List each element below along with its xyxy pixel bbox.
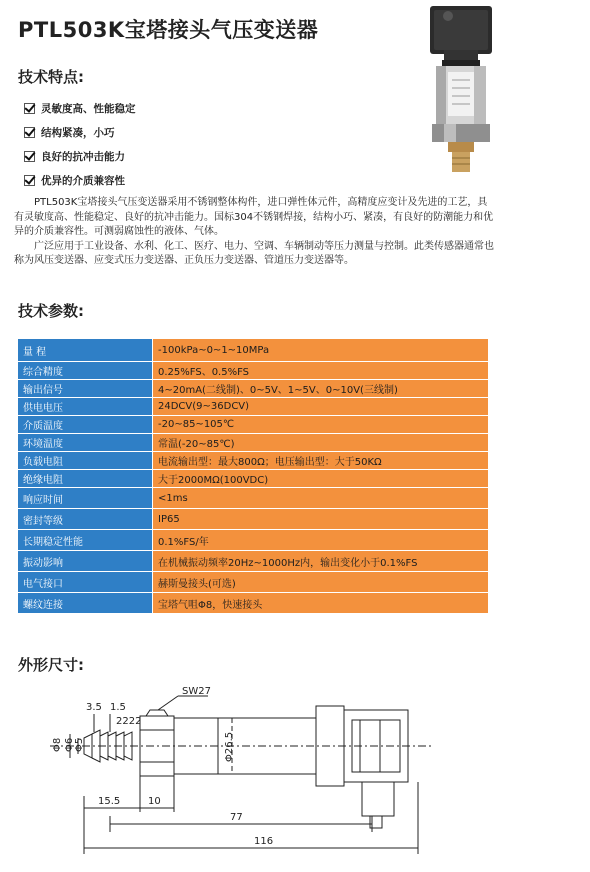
spec-value: 4~20mA(二线制)、0~5V、1~5V、0~10V(三线制): [153, 380, 489, 398]
spec-key: 量 程: [18, 339, 153, 362]
table-row: [18, 452, 489, 470]
table-row: [18, 551, 489, 572]
feature-item: [24, 96, 136, 120]
spec-value: 在机械振动频率20Hz~1000Hz内，输出变化小于0.1%FS: [153, 551, 489, 572]
feature-item: [24, 120, 136, 144]
spec-key: 介质温度: [18, 416, 153, 434]
dim-label: 116: [254, 836, 274, 847]
spec-key: 输出信号: [18, 380, 153, 398]
spec-value: 宝塔气咀Φ8，快速接头: [153, 593, 489, 614]
description-paragraph: 广泛应用于工业设备、水利、化工、医疗、电力、空调、车辆制动等压力测量与控制。此类传感器通常也称为风压变送器、应变式压力变送器、正负压力变送器、管道压力变送器等。: [14, 240, 494, 266]
spec-key: 长期稳定性能: [18, 530, 153, 551]
spec-value: <1ms: [153, 488, 489, 509]
page-title: PTL503K宝塔接头气压变送器: [18, 18, 319, 42]
dim-label: 77: [230, 812, 243, 823]
feature-list: [24, 96, 136, 192]
spec-key: 供电电压: [18, 398, 153, 416]
feature-item: [24, 144, 136, 168]
dim-label: 1.5: [110, 702, 126, 713]
spec-key: 螺纹连接: [18, 593, 153, 614]
spec-table: [17, 338, 489, 614]
spec-value: 常温(-20~85℃): [153, 434, 489, 452]
spec-key: 综合精度: [18, 362, 153, 380]
params-heading: 技术参数:: [18, 302, 84, 320]
table-row: [18, 398, 489, 416]
table-row: [18, 509, 489, 530]
feature-label: 优异的介质兼容性: [41, 174, 125, 187]
spec-key: 电气接口: [18, 572, 153, 593]
spec-value: 电流输出型：最大800Ω；电压输出型：大于50KΩ: [153, 452, 489, 470]
spec-value: 0.1%FS/年: [153, 530, 489, 551]
spec-value: 赫斯曼接头(可选): [153, 572, 489, 593]
dim-label: 15.5: [98, 796, 121, 807]
table-row: [18, 380, 489, 398]
table-row: [18, 434, 489, 452]
spec-value: -20~85~105℃: [153, 416, 489, 434]
description-paragraph: PTL503K宝塔接头气压变送器采用不锈钢整体构件，进口弹性体元件，高精度应变计及先进的工艺，具有灵敏度高、性能稳定、良好的抗冲击能力。国标304不锈钢焊接，结构小巧、紧凑，有良好的防潮能力和优异的介质兼容性。可测弱腐蚀性的液体、气体。: [14, 197, 494, 237]
spec-key: 密封等级: [18, 509, 153, 530]
spec-value: 大于2000MΩ(100VDC): [153, 470, 489, 488]
features-heading: 技术特点:: [18, 68, 84, 86]
table-row: [18, 593, 489, 614]
checkbox-icon: [24, 175, 35, 186]
feature-item: [24, 168, 136, 192]
table-row: [18, 470, 489, 488]
table-row: [18, 530, 489, 551]
spec-key: 负载电阻: [18, 452, 153, 470]
spec-key: 响应时间: [18, 488, 153, 509]
spec-value: IP65: [153, 509, 489, 530]
description: [14, 196, 494, 269]
spec-value: -100kPa~0~1~10MPa: [153, 339, 489, 362]
table-row: [18, 339, 489, 362]
dimension-drawing: [40, 684, 440, 864]
spec-key: 绝缘电阻: [18, 470, 153, 488]
spec-key: 环境温度: [18, 434, 153, 452]
spec-value: 24DCV(9~36DCV): [153, 398, 489, 416]
checkbox-icon: [24, 103, 35, 114]
checkbox-icon: [24, 127, 35, 138]
table-row: [18, 416, 489, 434]
dim-label: Φ5: [74, 737, 85, 752]
feature-label: 良好的抗冲击能力: [41, 150, 125, 163]
spec-value: 0.25%FS、0.5%FS: [153, 362, 489, 380]
dim-label: Φ8: [52, 737, 63, 752]
dimensions-heading: 外形尺寸:: [18, 656, 84, 674]
table-row: [18, 362, 489, 380]
feature-label: 灵敏度高、性能稳定: [41, 102, 136, 115]
dim-label: 10: [148, 796, 161, 807]
checkbox-icon: [24, 151, 35, 162]
table-row: [18, 572, 489, 593]
dim-label: Φ6: [64, 737, 75, 752]
dim-label: 3.5: [86, 702, 102, 713]
sw-label: SW27: [182, 686, 211, 697]
feature-label: 结构紧凑，小巧: [41, 126, 115, 139]
spec-key: 振动影响: [18, 551, 153, 572]
product-image: [386, 0, 516, 180]
dim-label: Φ26.5: [224, 731, 235, 762]
table-row: [18, 488, 489, 509]
dim-label: 2222: [116, 716, 142, 727]
